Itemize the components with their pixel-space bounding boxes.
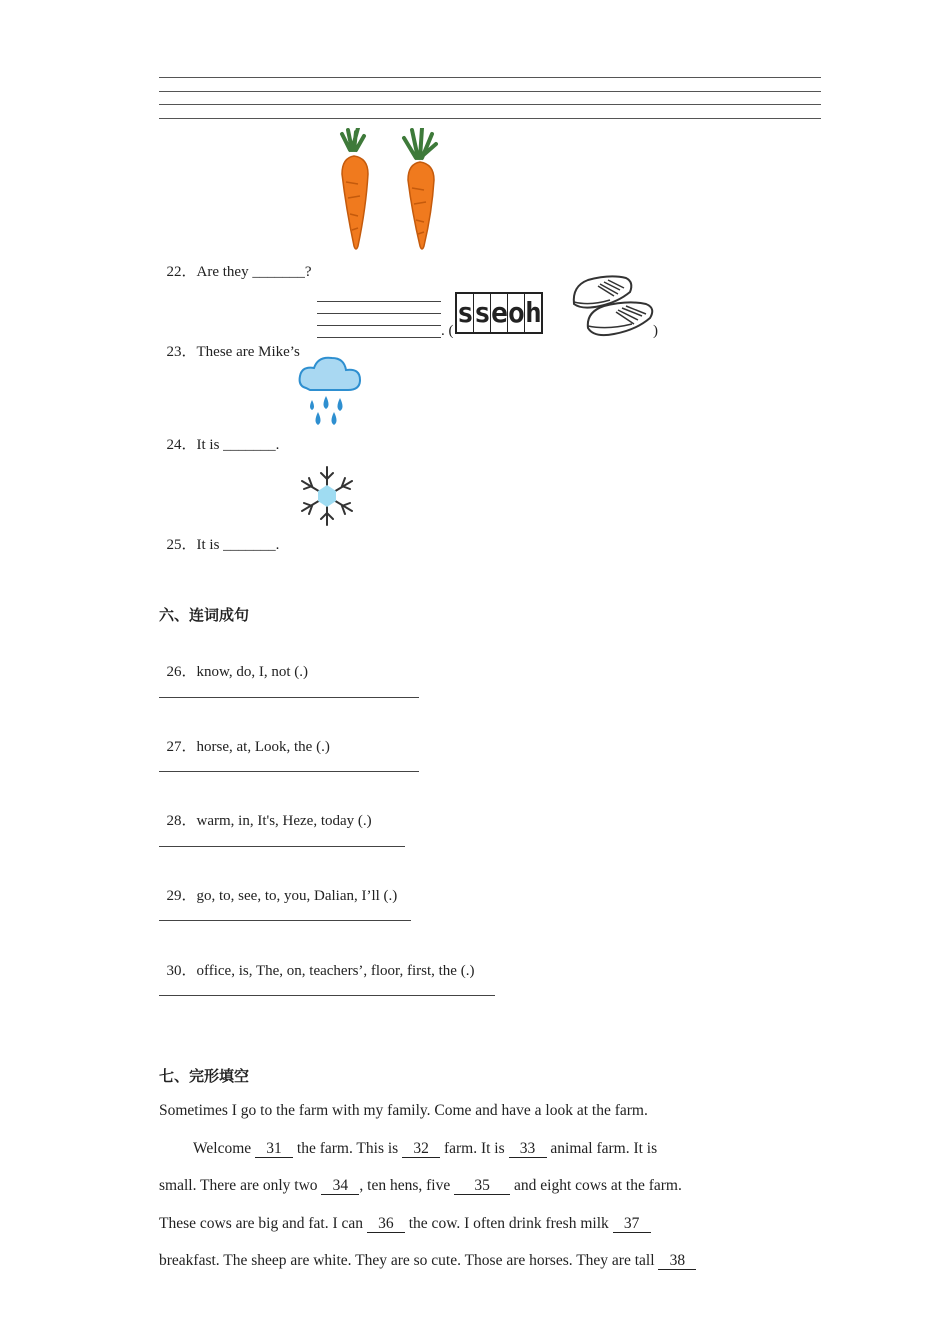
question-number: 28． — [166, 813, 197, 829]
cloze-text: , ten hens, five — [359, 1177, 455, 1194]
snowflake-icon — [296, 465, 358, 527]
answer-line-c — [317, 325, 441, 326]
rain-cloud-icon — [298, 354, 362, 430]
letter-scramble — [455, 292, 543, 334]
question-number: 24． — [166, 437, 197, 453]
cloze-text: the farm. This is — [293, 1139, 403, 1157]
question-27 — [159, 718, 330, 756]
answer-line-28[interactable] — [159, 846, 405, 847]
cloze-blank-38[interactable]: 38 — [658, 1253, 696, 1270]
question-23 — [159, 323, 300, 361]
section-6-title: 六、连词成句 — [159, 606, 250, 624]
answer-line-d — [317, 337, 441, 338]
writing-line-1 — [159, 77, 821, 78]
question-text: It is _______. — [196, 437, 280, 453]
letter-3: e — [491, 294, 508, 332]
answer-line-29[interactable] — [159, 920, 411, 921]
question-29 — [159, 867, 397, 905]
question-number: 29． — [166, 888, 197, 904]
cloze-text: Welcome — [193, 1139, 256, 1157]
cloze-line-4 — [159, 1242, 799, 1280]
question-text: These are Mike’s — [196, 344, 300, 360]
cloze-blank-31[interactable]: 31 — [255, 1141, 293, 1158]
answer-line-b — [317, 313, 441, 314]
letter-5: h — [525, 296, 542, 329]
writing-line-4 — [159, 118, 821, 119]
question-number: 30． — [166, 963, 197, 979]
cloze-passage — [159, 1092, 799, 1280]
question-number: 22． — [166, 264, 197, 280]
question-number: 23． — [166, 344, 197, 360]
question-text: It is _______. — [196, 537, 280, 553]
cloze-blank-34[interactable]: 34 — [321, 1178, 359, 1195]
carrot-icon — [330, 128, 445, 254]
cloze-text: These cows are big and fat. I can — [159, 1214, 367, 1232]
cloze-line-3 — [159, 1205, 799, 1243]
cloze-text: farm. It is — [440, 1139, 509, 1157]
section-7-title: 七、完形填空 — [159, 1067, 250, 1085]
bracket-open: . ( — [441, 323, 454, 339]
question-24 — [159, 416, 279, 454]
question-text: horse, at, Look, the (.) — [196, 739, 330, 755]
cloze-blank-35[interactable]: 35 — [454, 1178, 510, 1195]
question-text: go, to, see, to, you, Dalian, I’ll (.) — [196, 888, 398, 904]
cloze-blank-33[interactable]: 33 — [509, 1141, 547, 1158]
bracket-close: ) — [653, 323, 658, 339]
letter-1: s — [457, 294, 474, 332]
cloze-line-1 — [159, 1130, 799, 1168]
question-number: 26． — [166, 664, 197, 680]
writing-line-3 — [159, 104, 821, 105]
answer-line-27[interactable] — [159, 771, 419, 772]
cloze-text: animal farm. It is — [546, 1139, 658, 1157]
question-text: know, do, I, not (.) — [196, 664, 309, 680]
cloze-text: breakfast. The sheep are white. They are so cute. Those are horses. They are tall — [159, 1252, 659, 1269]
question-text: warm, in, It's, Heze, today (.) — [196, 813, 372, 829]
question-26 — [159, 643, 308, 681]
cloze-blank-37[interactable]: 37 — [613, 1216, 651, 1233]
answer-line-30[interactable] — [159, 995, 495, 996]
cloze-text: and eight cows at the farm. — [510, 1177, 682, 1194]
question-text: office, is, The, on, teachers’, floor, first, the (.) — [196, 963, 475, 979]
question-30 — [159, 942, 474, 980]
writing-line-2 — [159, 91, 821, 92]
cloze-line-2 — [159, 1167, 799, 1205]
question-number: 27． — [166, 739, 197, 755]
letter-4: o — [508, 294, 525, 332]
question-25 — [159, 516, 279, 554]
question-text: Are they _______? — [196, 264, 312, 280]
question-22 — [159, 243, 311, 281]
question-number: 25． — [166, 537, 197, 553]
answer-line-a — [317, 301, 441, 302]
answer-line-26[interactable] — [159, 697, 419, 698]
shoes-icon — [570, 272, 656, 340]
cloze-text: small. There are only two — [159, 1177, 322, 1194]
question-28 — [159, 792, 372, 830]
cloze-blank-32[interactable]: 32 — [402, 1141, 440, 1158]
cloze-text: the cow. I often drink fresh milk — [404, 1214, 613, 1232]
cloze-blank-36[interactable]: 36 — [367, 1216, 405, 1233]
cloze-intro: Sometimes I go to the farm with my family. Come and have a look at the farm. — [159, 1102, 648, 1119]
letter-2: s — [474, 294, 491, 332]
